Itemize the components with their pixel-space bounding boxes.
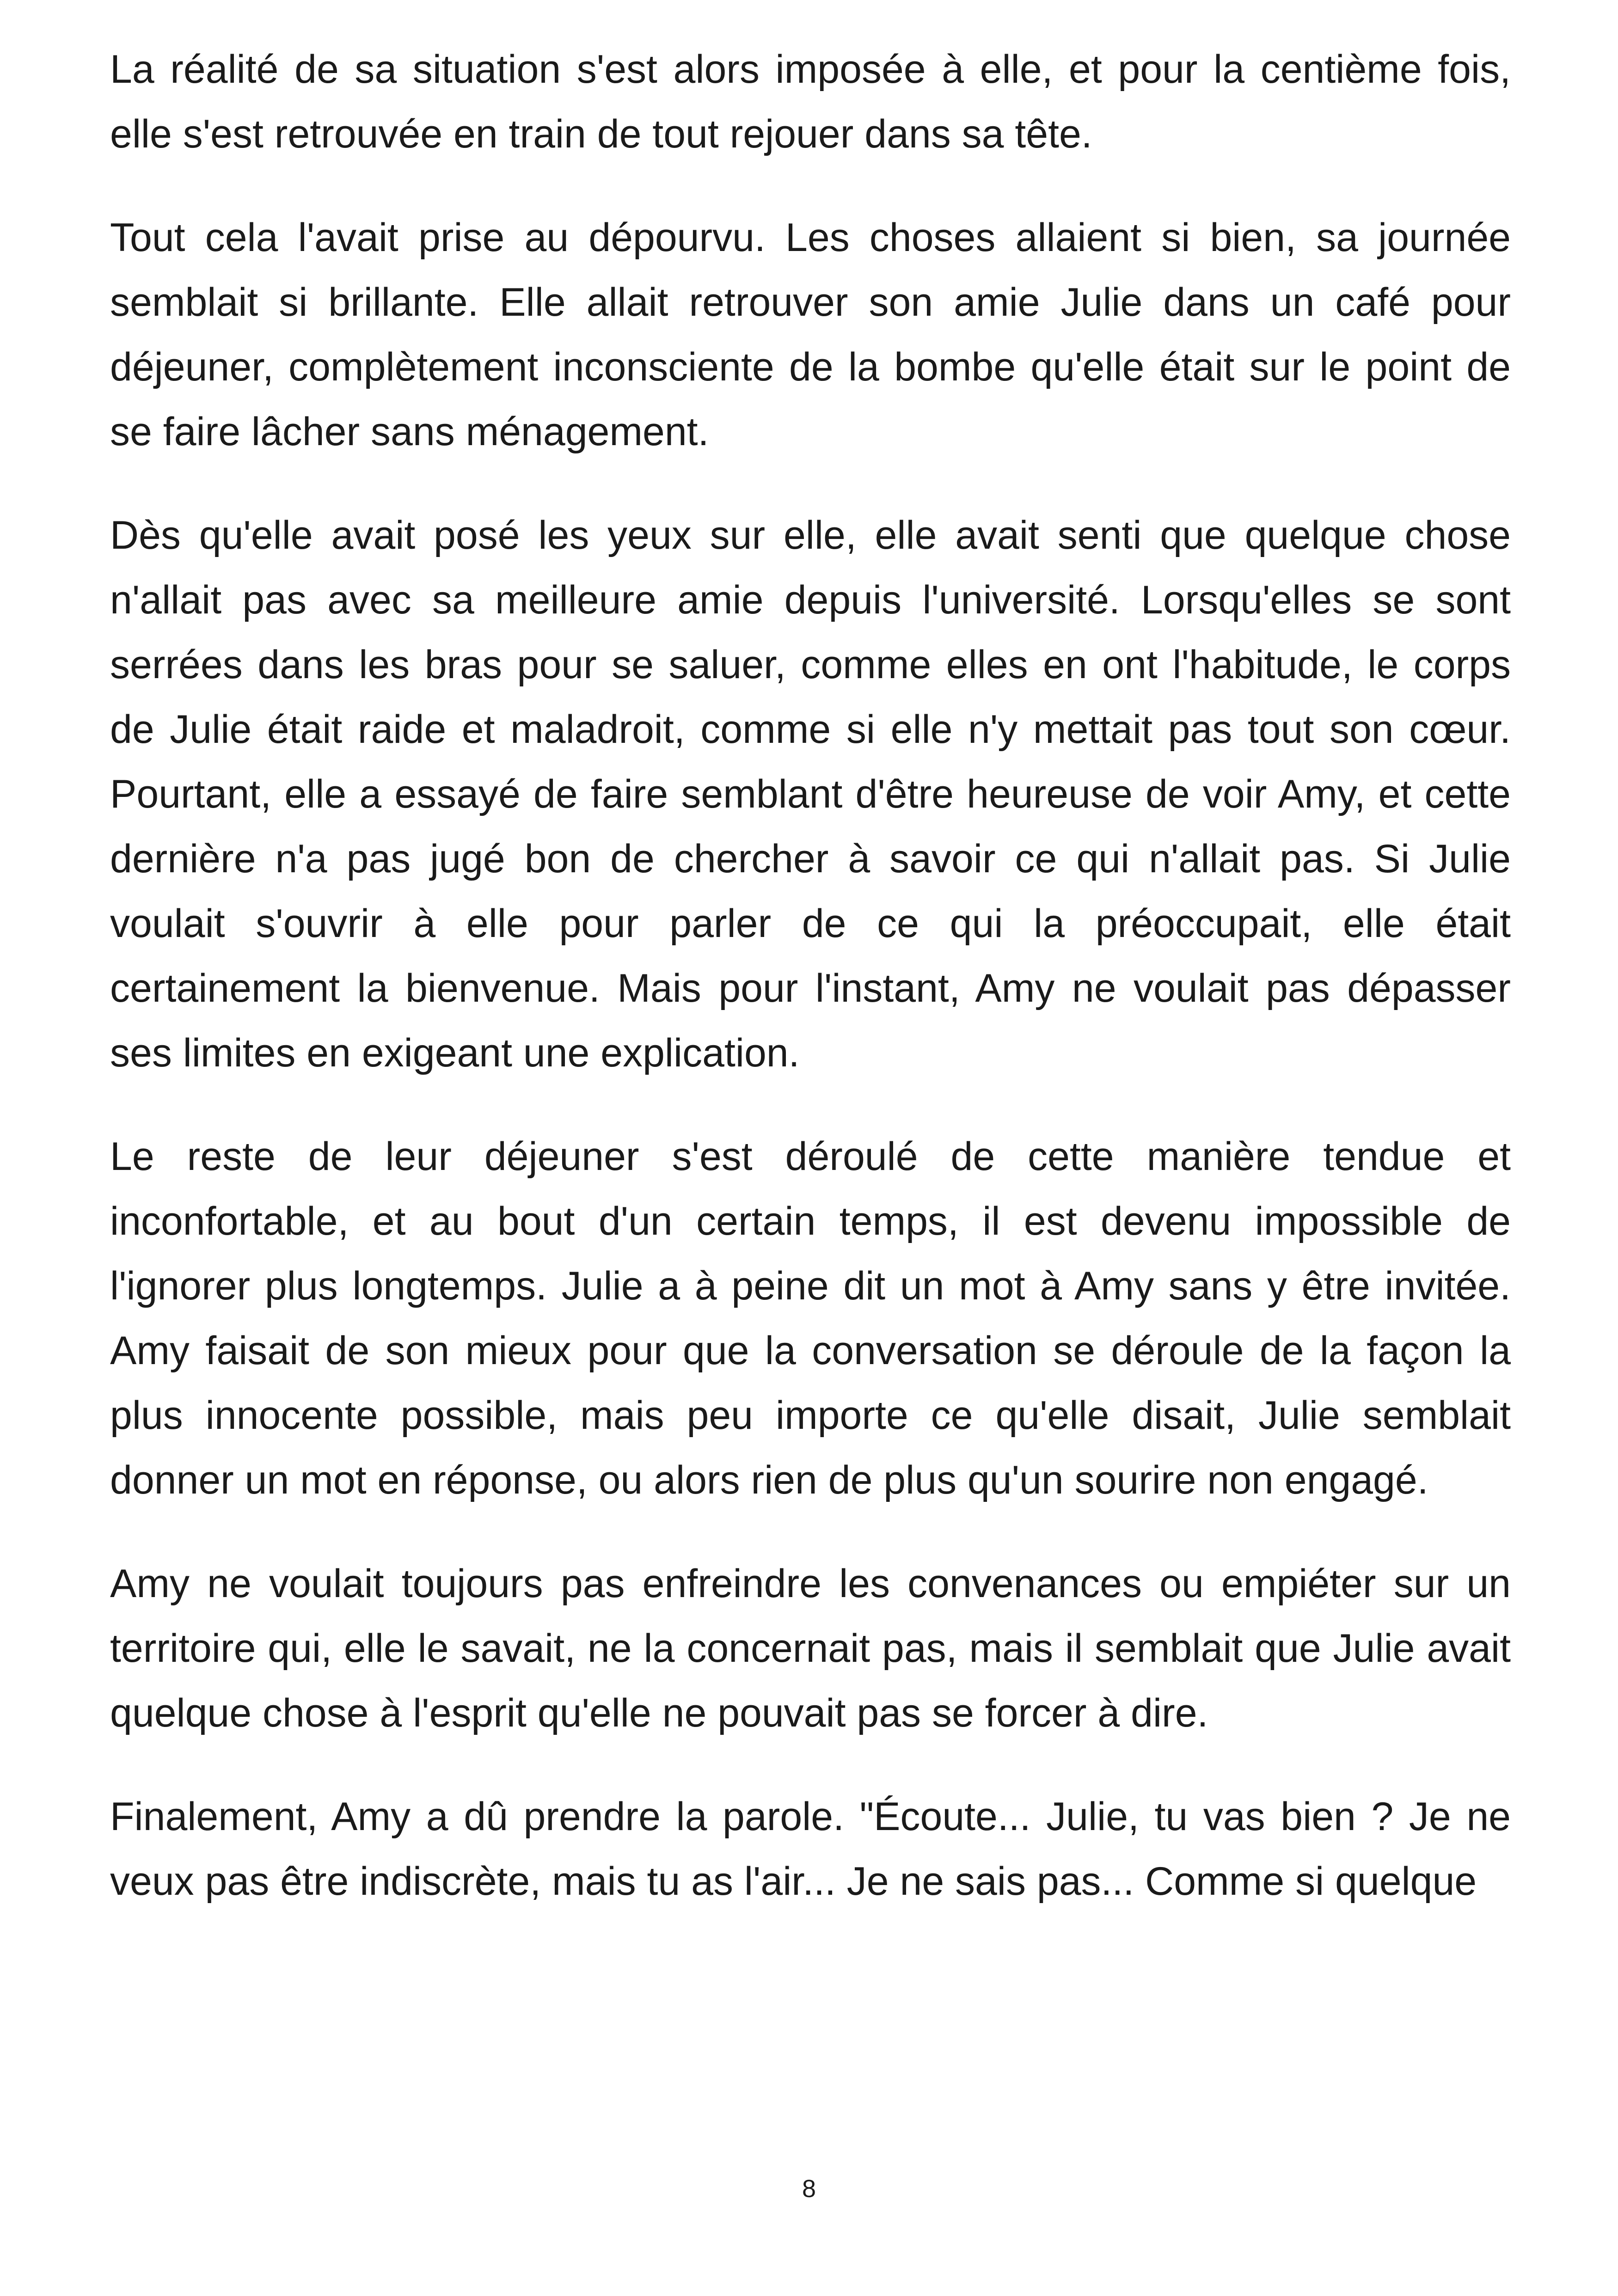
paragraph-2: Tout cela l'avait prise au dépourvu. Les choses allaient si bien, sa journée semblait si brillante. Elle allait retrouver son amie Julie dans un café pour déjeuner, complètement inconsciente de la bombe qu'elle était sur le point de se faire lâcher sans ménagement. bbox=[110, 215, 1511, 454]
paragraph-5: Amy ne voulait toujours pas enfreindre les convenances ou empiéter sur un territoire qui, elle le savait, ne la concernait pas, mais il semblait que Julie avait quelque chose à l'esprit qu'elle ne pouvait pas se forcer à dire. bbox=[110, 1561, 1511, 1735]
paragraph-1: La réalité de sa situation s'est alors imposée à elle, et pour la centième fois, elle s'est retrouvée en train de tout rejouer dans sa tête. bbox=[110, 47, 1511, 156]
paragraph-3: Dès qu'elle avait posé les yeux sur elle, elle avait senti que quelque chose n'allait pas avec sa meilleure amie depuis l'université. Lorsqu'elles se sont serrées dans les bras pour se saluer, comme elles en ont l'habitude, le corps de Julie était raide et maladroit, comme si elle n'y mettait pas tout son cœur. Pourtant, elle a essayé de faire semblant d'être heureuse de voir Amy, et cette dernière n'a pas jugé bon de chercher à savoir ce qui n'allait pas. Si Julie voulait s'ouvrir à elle pour parler de ce qui la préoccupait, elle était certainement la bienvenue. Mais pour l'instant, Amy ne voulait pas dépasser ses limites en exigeant une explication. bbox=[110, 513, 1511, 1075]
page-number: 8 bbox=[802, 2175, 816, 2203]
body-text bbox=[110, 37, 1511, 1953]
paragraph-4: Le reste de leur déjeuner s'est déroulé de cette manière tendue et inconfortable, et au bout d'un certain temps, il est devenu impossible de l'ignorer plus longtemps. Julie a à peine dit un mot à Amy sans y être invitée. Amy faisait de son mieux pour que la conversation se déroule de la façon la plus innocente possible, mais peu importe ce qu'elle disait, Julie semblait donner un mot en réponse, ou alors rien de plus qu'un sourire non engagé. bbox=[110, 1134, 1511, 1502]
paragraph-6: Finalement, Amy a dû prendre la parole. "Écoute... Julie, tu vas bien ? Je ne veux pas être indiscrète, mais tu as l'air... Je ne sais pas... Comme si quelque bbox=[110, 1794, 1511, 1904]
